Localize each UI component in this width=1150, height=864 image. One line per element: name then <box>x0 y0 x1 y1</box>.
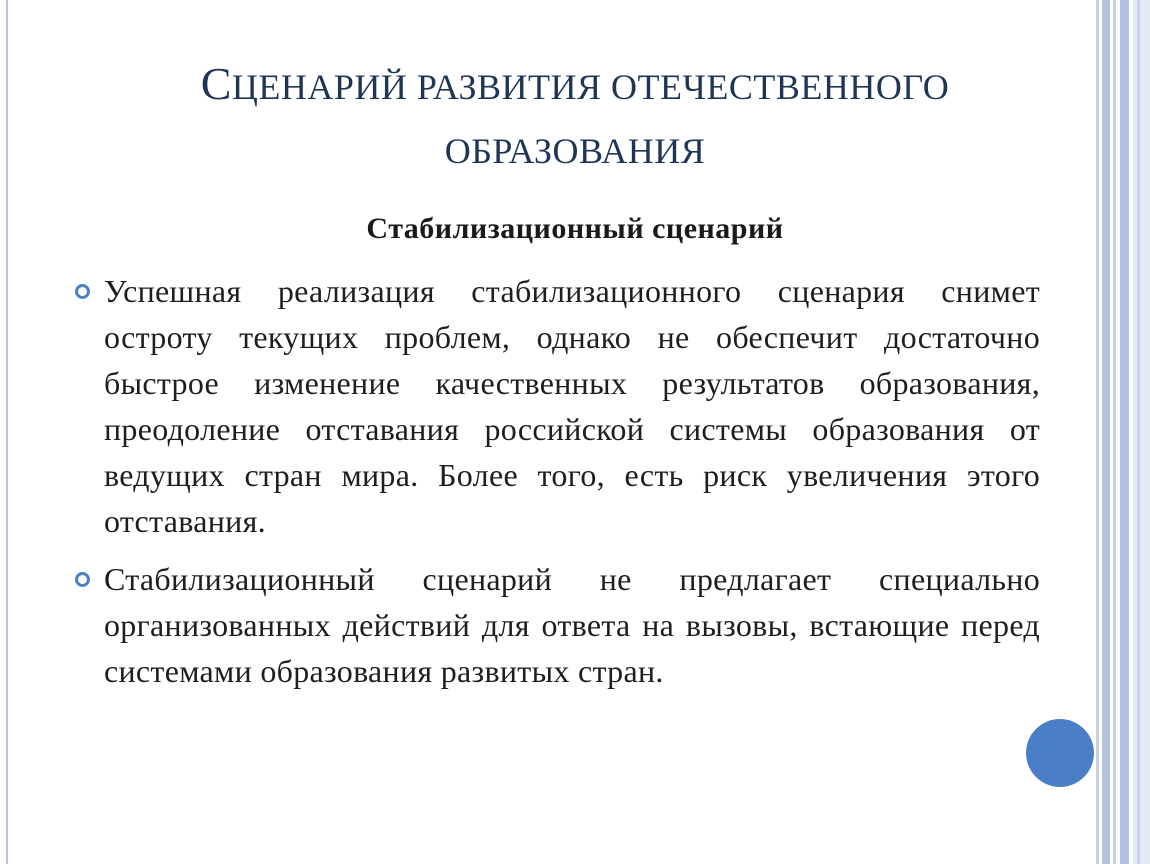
bullet-list <box>72 268 1040 706</box>
decorative-stripe <box>1120 0 1129 864</box>
slide-subtitle: Стабилизационный сценарий <box>366 212 784 245</box>
decorative-stripe <box>1096 0 1099 864</box>
left-frame-border <box>6 0 8 864</box>
title-line-2: ОБРАЗОВАНИЯ <box>444 131 706 171</box>
bullet-text: Успешная реализация стабилизационного сценария снимет остроту текущих проблем, однако не обеспечит достаточно быстрое изменение качественных результатов образования, преодоление отставания российской системы образования от ведущих стран мира. Более того, есть риск увеличения этого отставания. <box>104 273 1040 539</box>
decorative-circle <box>1026 719 1094 787</box>
bullet-item <box>72 268 1040 544</box>
decorative-stripe <box>1137 0 1140 864</box>
decorative-stripe <box>1102 0 1110 864</box>
decorative-stripe <box>1133 0 1150 864</box>
bullet-text: Стабилизационный сценарий не предлагает специально организованных действий для ответа на вызовы, встающие перед системами образования развитых стран. <box>104 561 1040 689</box>
bullet-ring-icon <box>75 284 90 299</box>
slide-title <box>80 52 1070 183</box>
decorative-stripe <box>1113 0 1116 864</box>
bullet-item <box>72 556 1040 694</box>
title-first-letter: С <box>200 58 232 109</box>
title-line-1: ЦЕНАРИЙ РАЗВИТИЯ ОТЕЧЕСТВЕННОГО <box>231 67 950 107</box>
bullet-ring-icon <box>75 572 90 587</box>
